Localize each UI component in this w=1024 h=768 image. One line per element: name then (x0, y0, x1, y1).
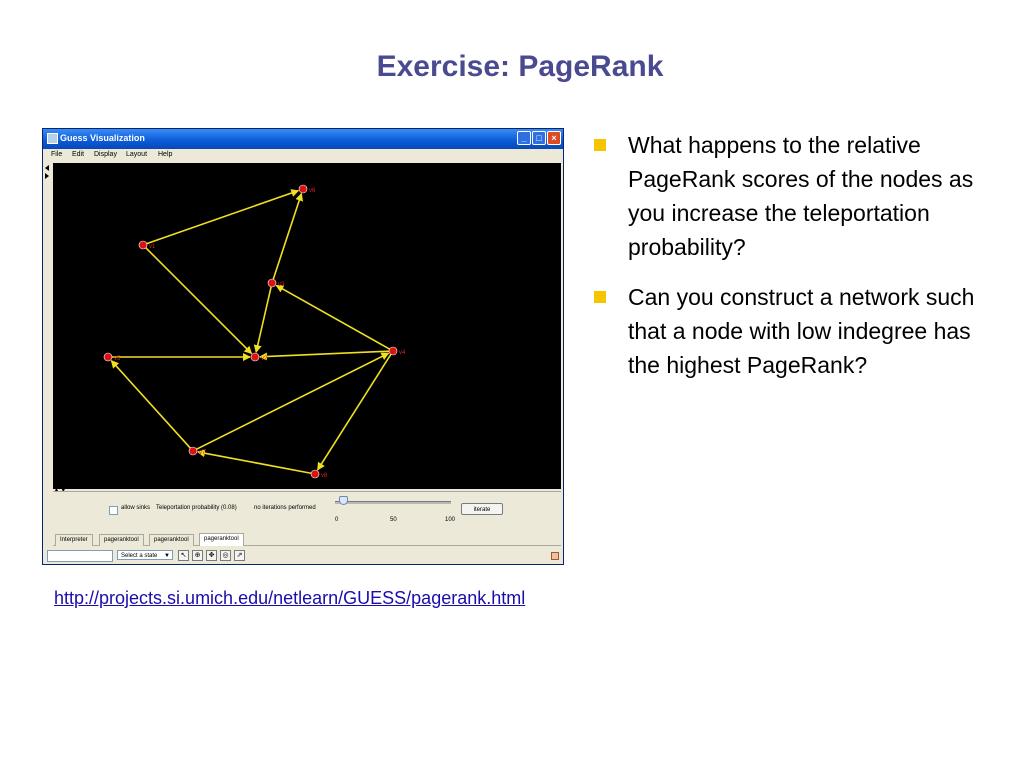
graph-node-label-v5: v5 (114, 356, 121, 362)
graph-edge-v3-v2[interactable] (256, 287, 271, 352)
graph-node-v8[interactable] (311, 470, 319, 478)
graph-node-v2[interactable] (251, 353, 259, 361)
allow-sinks-checkbox[interactable] (109, 506, 118, 515)
teleport-slider-thumb[interactable] (339, 496, 348, 505)
maximize-icon[interactable]: □ (532, 131, 546, 145)
menu-help[interactable]: Help (158, 151, 173, 158)
window-titlebar[interactable] (43, 129, 563, 149)
graph-node-v5[interactable] (104, 353, 112, 361)
zoom-tool-icon[interactable]: ⊕ (192, 550, 203, 561)
node-tool-icon[interactable]: ◎ (220, 550, 231, 561)
state-select[interactable] (117, 550, 173, 560)
window-title: Guess Visualization (60, 133, 145, 143)
tab-interpreter[interactable]: Interpreter (55, 534, 93, 546)
graph-edge-v4-v3[interactable] (276, 285, 389, 349)
bullet-text: Can you construct a network such that a node with low indegree has the highest PageRank? (628, 284, 975, 378)
menu-edit[interactable]: Edit (72, 151, 85, 158)
slider-tick-0: 0 (335, 517, 339, 523)
edge-tool-icon[interactable]: ⇗ (234, 550, 245, 561)
graph-node-v1[interactable] (139, 241, 147, 249)
graph-edge-v3-v6[interactable] (273, 194, 301, 279)
graph-node-v6[interactable] (299, 185, 307, 193)
pagerank-controls (53, 491, 561, 532)
graph-node-v3[interactable] (268, 279, 276, 287)
bullet-square-icon (594, 291, 606, 303)
graph-node-label-v3: v3 (278, 282, 285, 288)
guess-pagerank-link[interactable]: http://projects.si.umich.edu/netlearn/GUESS/pagerank.html (54, 588, 526, 608)
iterations-status: no iterations performed (254, 505, 316, 511)
bullet-text: What happens to the relative PageRank scores of the nodes as you increase the teleportation probability? (628, 132, 974, 260)
menubar (43, 149, 563, 163)
tab-pageranktool-1[interactable]: pageranktool (99, 534, 144, 546)
bullet-item (592, 128, 1002, 264)
graph-node-label-v4: v4 (399, 350, 406, 356)
tool-tabs (53, 533, 561, 546)
graph-edge-v7-v5[interactable] (111, 361, 190, 448)
slider-tick-50: 50 (390, 517, 397, 523)
iterate-button[interactable]: iterate (461, 503, 503, 515)
graph-node-label-v6: v6 (309, 188, 316, 194)
graph-edge-v1-v2[interactable] (146, 248, 252, 354)
side-collapse-arrows[interactable] (45, 165, 51, 205)
graph-edge-v1-v6[interactable] (147, 191, 299, 244)
chevron-down-icon: ▼ (164, 553, 170, 559)
app-icon (47, 133, 58, 144)
slide-title: Exercise: PageRank (376, 50, 664, 83)
slider-tick-100: 100 (445, 517, 456, 523)
graph-node-label-v1: v1 (149, 244, 156, 250)
menu-display[interactable]: Display (94, 151, 117, 158)
state-select-label: Select a state (121, 553, 158, 559)
move-tool-icon[interactable]: ✥ (206, 550, 217, 561)
graph-node-label-v7: v7 (199, 450, 206, 456)
status-bar (43, 547, 563, 564)
graph-node-label-v8: v8 (321, 473, 328, 479)
graph-edge-v4-v8[interactable] (318, 354, 391, 469)
bullet-list (592, 128, 1002, 398)
graph-canvas[interactable] (53, 163, 561, 489)
guess-window (42, 128, 564, 565)
tab-pageranktool-3[interactable]: pageranktool (199, 533, 244, 546)
close-icon[interactable]: × (547, 131, 561, 145)
pointer-tool-icon[interactable]: ↖ (178, 550, 189, 561)
teleport-slider-track[interactable] (335, 501, 451, 504)
graph-node-v4[interactable] (389, 347, 397, 355)
graph-edge-v8-v7[interactable] (198, 452, 311, 473)
status-input[interactable] (47, 550, 113, 562)
graph-edge-v4-v2[interactable] (260, 351, 389, 357)
minimize-icon[interactable]: _ (517, 131, 531, 145)
resize-icon (551, 552, 559, 560)
bullet-item (592, 280, 1002, 382)
graph-edge-v7-v4[interactable] (197, 353, 389, 449)
graph-node-v7[interactable] (189, 447, 197, 455)
graph-svg[interactable] (53, 163, 561, 489)
teleport-label: Teleportation probability (0.08) (156, 505, 237, 511)
allow-sinks-label: allow sinks (121, 505, 151, 511)
graph-node-label-v2: v2 (261, 356, 268, 362)
tab-pageranktool-2[interactable]: pageranktool (149, 534, 194, 546)
menu-layout[interactable]: Layout (126, 151, 148, 158)
menu-file[interactable]: File (51, 151, 63, 158)
bullet-square-icon (594, 139, 606, 151)
